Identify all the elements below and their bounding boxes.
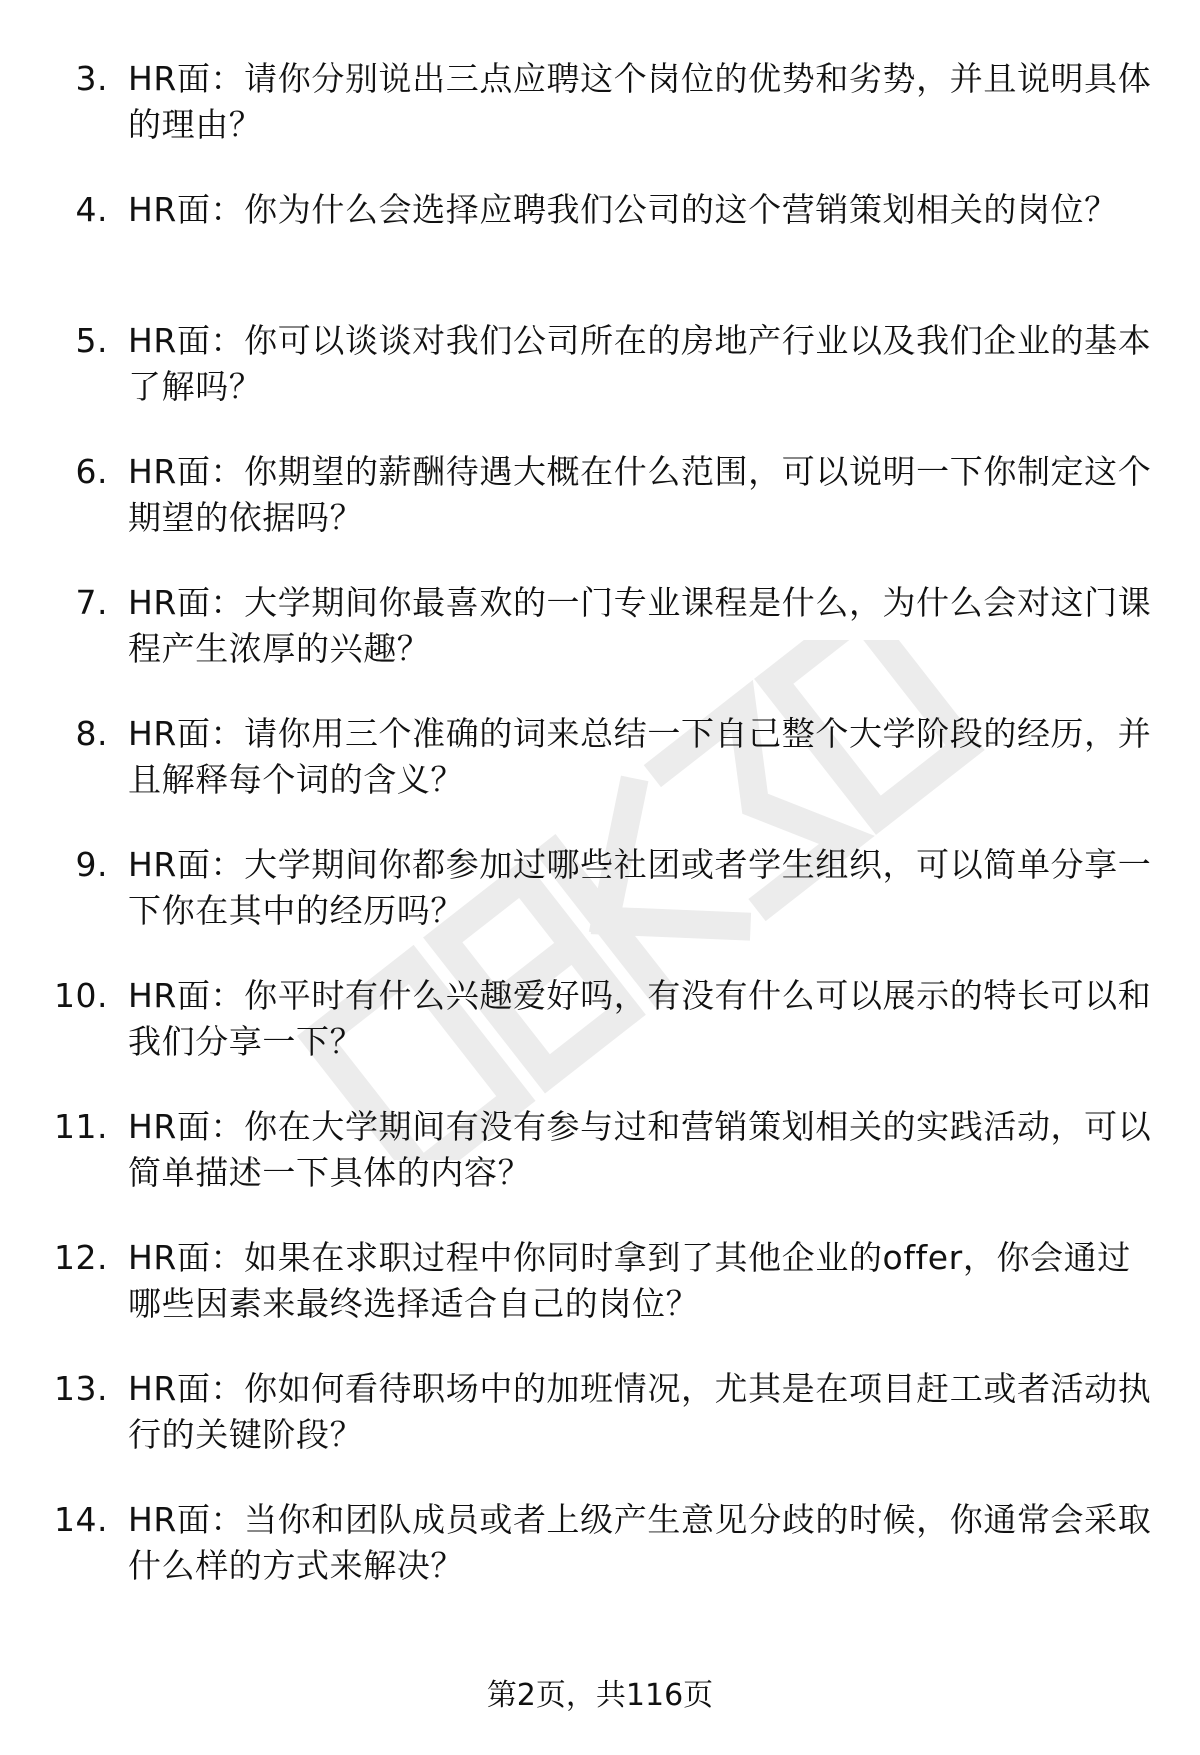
question-text: HR面：大学期间你最喜欢的一门专业课程是什么，为什么会对这门课程产生浓厚的兴趣？ — [128, 583, 1152, 668]
question-text: HR面：你期望的薪酬待遇大概在什么范围，可以说明一下你制定这个期望的依据吗？ — [128, 452, 1152, 537]
question-number: 6. — [75, 452, 108, 491]
question-text: HR面：你为什么会选择应聘我们公司的这个营销策划相关的岗位？ — [128, 190, 1118, 229]
question-number: 9. — [75, 845, 108, 884]
list-item — [0, 318, 1200, 449]
question-text: HR面：大学期间你都参加过哪些社团或者学生组织，可以简单分享一下你在其中的经历吗？ — [128, 845, 1152, 930]
question-number: 11. — [54, 1107, 108, 1146]
list-item — [0, 580, 1200, 711]
page-footer: 第2页，共116页 — [486, 1678, 714, 1713]
question-text: HR面：请你用三个准确的词来总结一下自己整个大学阶段的经历，并且解释每个词的含义？ — [128, 714, 1152, 799]
question-number: 5. — [75, 321, 108, 360]
question-number: 12. — [54, 1238, 108, 1277]
list-item — [0, 449, 1200, 580]
question-number: 8. — [75, 714, 108, 753]
question-number: 10. — [54, 976, 108, 1015]
question-text: HR面：你可以谈谈对我们公司所在的房地产行业以及我们企业的基本了解吗？ — [128, 321, 1152, 406]
question-text: HR面：请你分别说出三点应聘这个岗位的优势和劣势，并且说明具体的理由？ — [128, 59, 1152, 144]
question-number: 7. — [75, 583, 108, 622]
list-item — [0, 1235, 1200, 1366]
question-number: 13. — [54, 1369, 108, 1408]
list-item — [0, 1104, 1200, 1235]
question-text: HR面：你如何看待职场中的加班情况，尤其是在项目赶工或者活动执行的关键阶段？ — [128, 1369, 1152, 1454]
question-text: HR面：你平时有什么兴趣爱好吗，有没有什么可以展示的特长可以和我们分享一下？ — [128, 976, 1152, 1061]
list-item — [0, 1366, 1200, 1497]
list-item — [0, 56, 1200, 187]
list-item — [0, 973, 1200, 1104]
list-item — [0, 842, 1200, 973]
question-text: HR面：如果在求职过程中你同时拿到了其他企业的offer，你会通过哪些因素来最终选择适合自己的岗位？ — [128, 1238, 1131, 1323]
question-number: 14. — [54, 1500, 108, 1539]
question-text: HR面：当你和团队成员或者上级产生意见分歧的时候，你通常会采取什么样的方式来解决？ — [128, 1500, 1152, 1585]
question-text: HR面：你在大学期间有没有参与过和营销策划相关的实践活动，可以简单描述一下具体的内容？ — [128, 1107, 1152, 1192]
question-number: 3. — [75, 59, 108, 98]
list-item — [0, 1497, 1200, 1628]
question-number: 4. — [75, 190, 108, 229]
question-list — [0, 56, 1200, 1628]
list-item — [0, 711, 1200, 842]
list-item — [0, 187, 1200, 318]
